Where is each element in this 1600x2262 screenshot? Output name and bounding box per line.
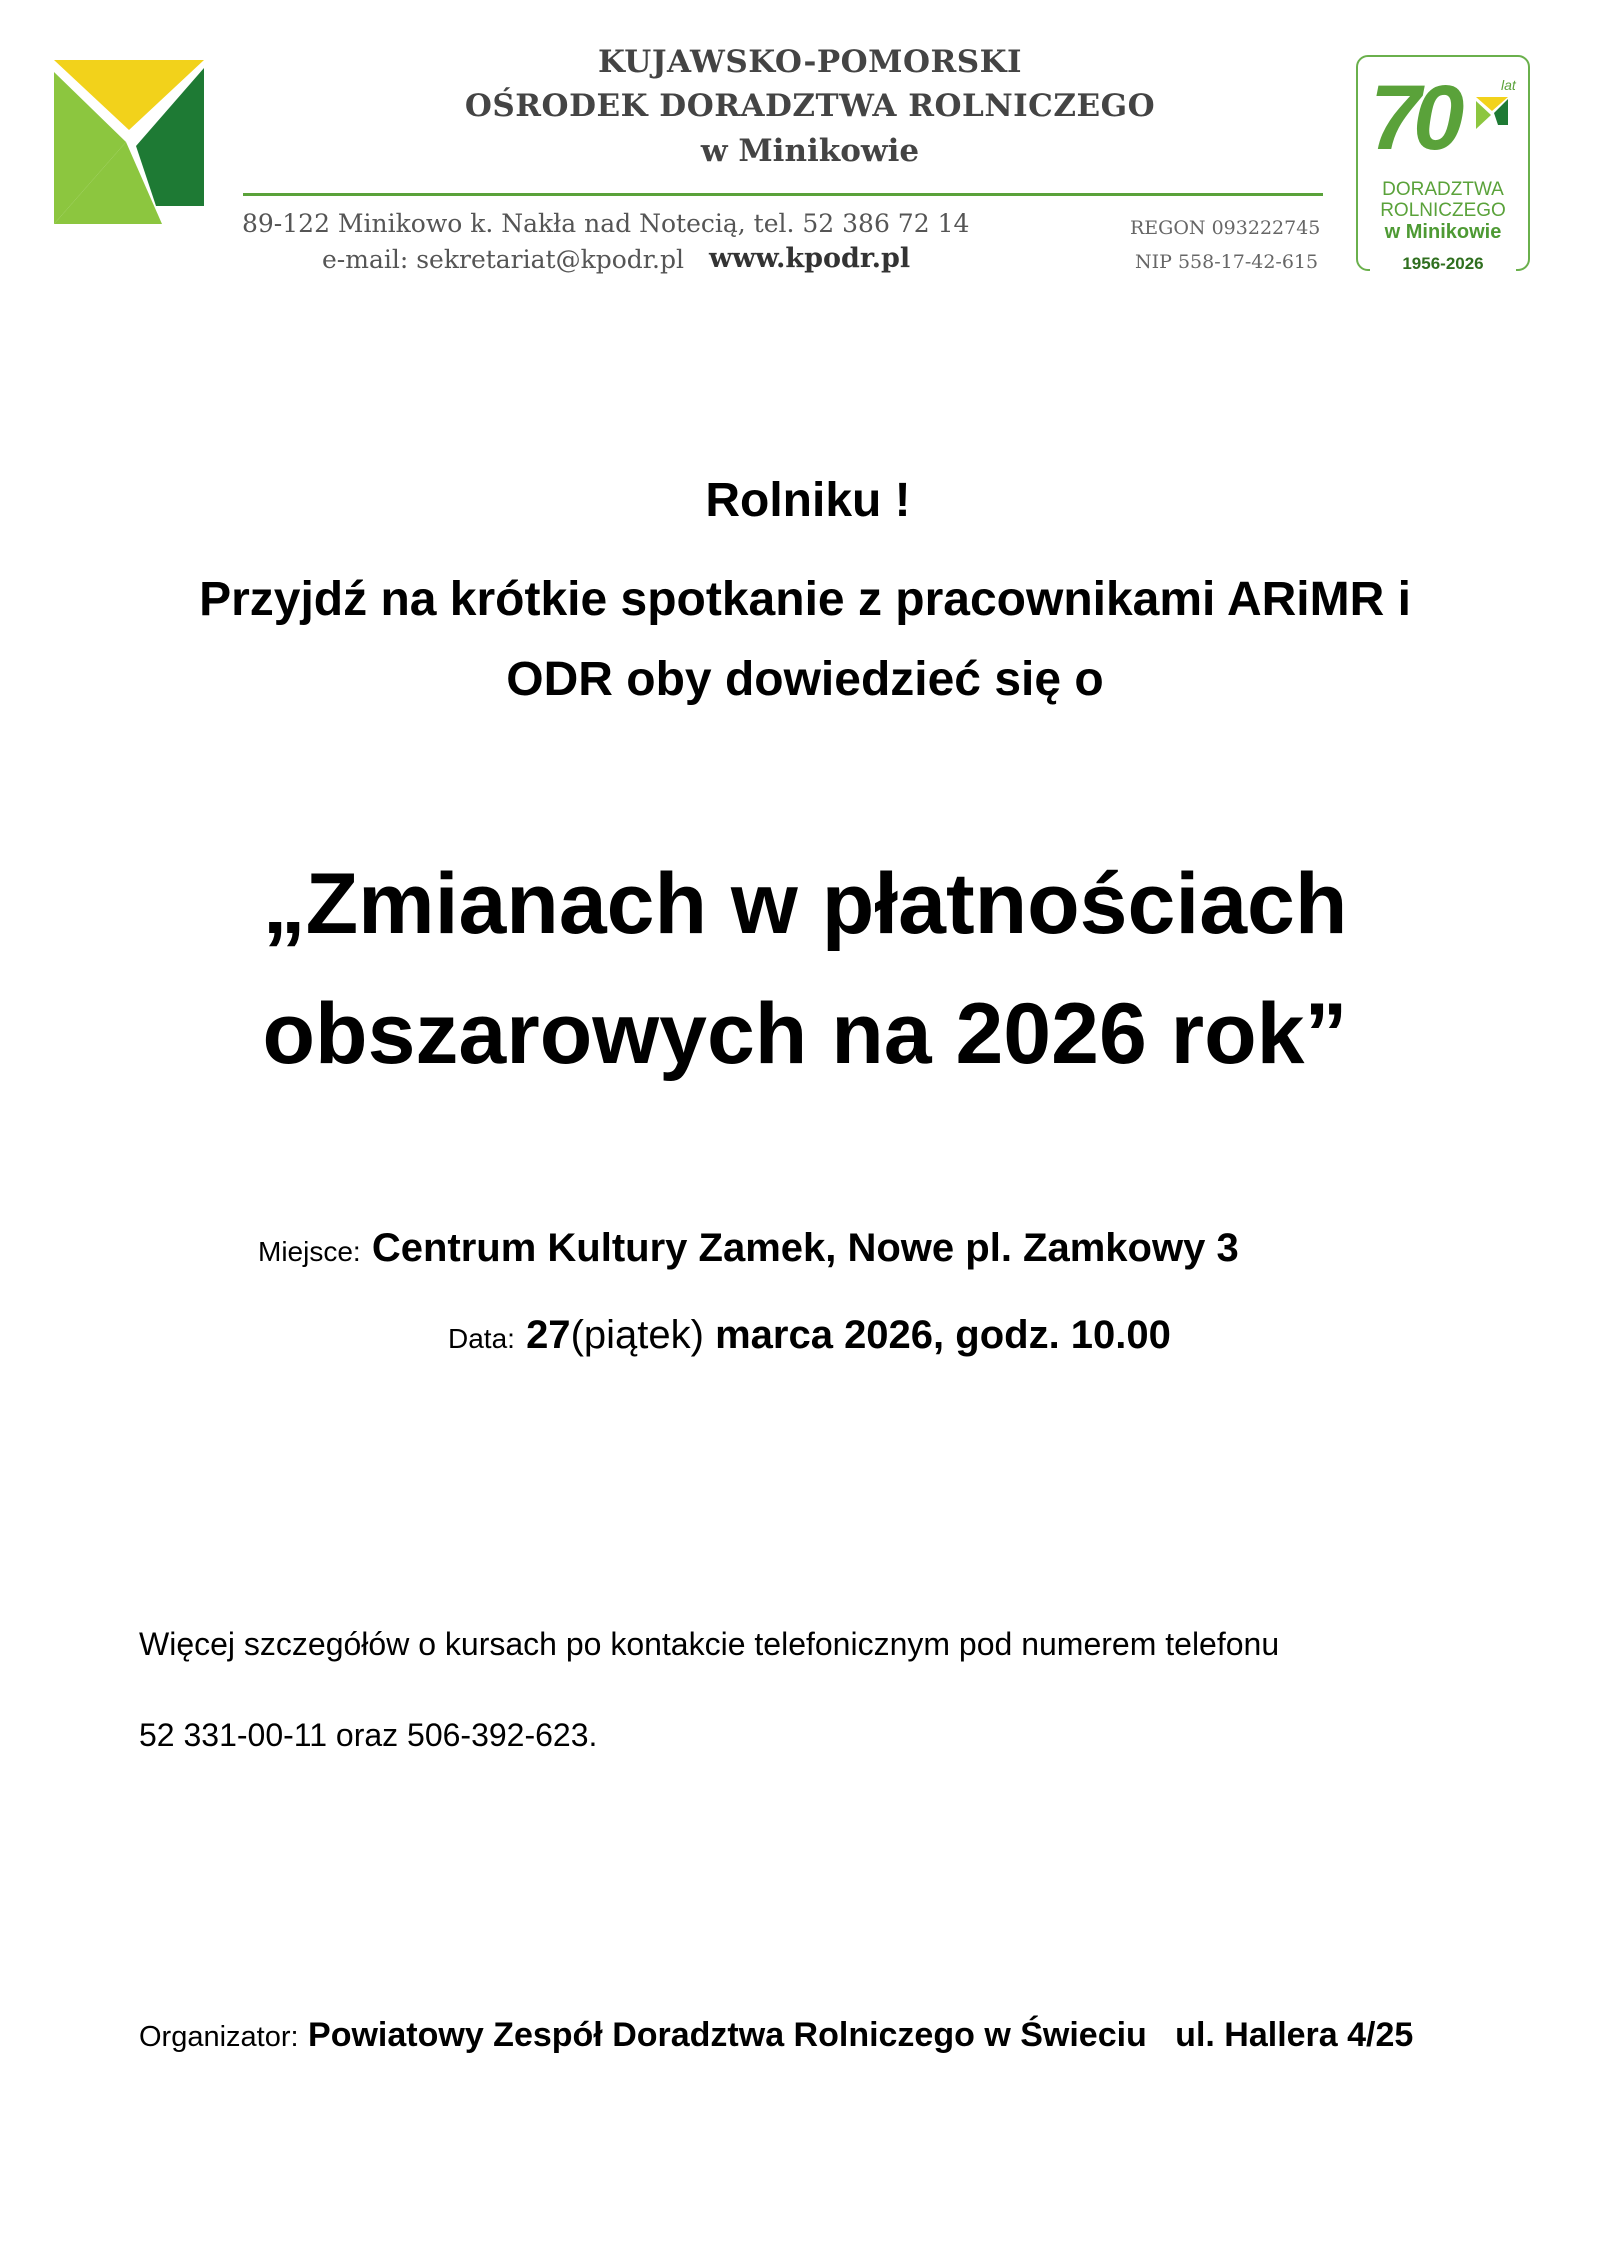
more-info-line-2: 52 331-00-11 oraz 506-392-623. xyxy=(139,1717,598,1753)
place-value: Centrum Kultury Zamek, Nowe pl. Zamkowy 3 xyxy=(371,1226,1239,1270)
organizer-value: Powiatowy Zespół Doradztwa Rolniczego w Świeciu xyxy=(308,2016,1147,2054)
header-divider xyxy=(243,193,1323,196)
anniversary-line-3: w Minikowie xyxy=(1384,221,1502,243)
intro-line-2: ODR oby dowiedzieć się o xyxy=(506,653,1104,706)
place-label: Miejsce: xyxy=(258,1236,361,1267)
org-name-line-1: KUJAWSKO-POMORSKI xyxy=(597,44,1023,80)
regon-number: REGON 093222745 xyxy=(1130,217,1321,239)
anniversary-line-1: DORADZTWA xyxy=(1382,179,1504,200)
date-rest: marca 2026, godz. 10.00 xyxy=(715,1313,1171,1357)
organizer-address: ul. Hallera 4/25 xyxy=(1175,2016,1414,2054)
contact-email[interactable]: e-mail: sekretariat@kpodr.pl xyxy=(322,245,684,274)
org-name-line-2: OŚRODEK DORADZTWA ROLNICZEGO xyxy=(464,88,1156,124)
date-day: 27 xyxy=(526,1313,571,1357)
event-title-line-2: obszarowych na 2026 rok” xyxy=(262,986,1348,1082)
more-info-line-1: Więcej szczegółów o kursach po kontakcie telefonicznym pod numerem telefonu xyxy=(139,1626,1280,1662)
anniversary-number: 70 xyxy=(1370,67,1457,169)
nip-number: NIP 558-17-42-615 xyxy=(1135,251,1319,273)
org-name-line-3: w Minikowie xyxy=(700,133,920,169)
contact-address: 89-122 Minikowo k. Nakła nad Notecią, tel. 52 386 72 14 xyxy=(242,209,970,238)
anniversary-logo xyxy=(1356,55,1534,275)
organizer-label: Organizator: xyxy=(139,2021,299,2053)
place-row xyxy=(258,1226,1239,1271)
website-link[interactable]: www.kpodr.pl xyxy=(709,243,911,274)
small-v-logo-icon xyxy=(1474,95,1510,131)
anniversary-suffix: lat xyxy=(1501,77,1516,93)
anniversary-years: 1956-2026 xyxy=(1370,254,1516,280)
date-label: Data: xyxy=(448,1323,515,1354)
greeting-heading: Rolniku ! xyxy=(705,474,911,527)
date-row xyxy=(448,1313,1171,1358)
intro-line-1: Przyjdź na krótkie spotkanie z pracownikami ARiMR i xyxy=(199,573,1411,626)
anniversary-line-2: ROLNICZEGO xyxy=(1380,200,1506,221)
event-title-line-1: „Zmianach w płatnościach xyxy=(262,856,1348,952)
date-weekday: (piątek) xyxy=(570,1313,704,1357)
organizer-row xyxy=(139,2016,1413,2055)
